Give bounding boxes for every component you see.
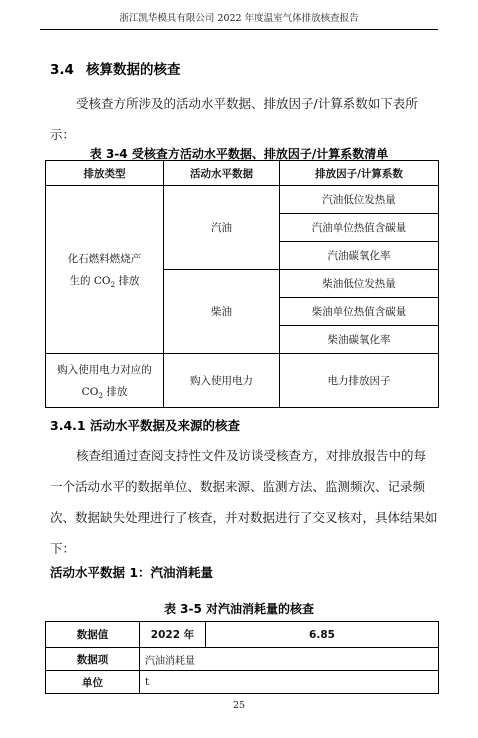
- table-row: [46, 186, 439, 214]
- gasoline-factor-cell: 汽油低位发热量: [280, 186, 439, 214]
- diesel-factor-cell: 柴油低位发热量: [280, 270, 439, 298]
- year-cell: 2022 年: [140, 622, 206, 648]
- table-row: [46, 622, 439, 648]
- intro-text: 受核查方所涉及的活动水平数据、排放因子/计算系数如下表所示：: [50, 96, 418, 142]
- electricity-factor-cell: 电力排放因子: [280, 354, 439, 408]
- value-cell: 6.85: [206, 622, 439, 648]
- diesel-factor-cell: 柴油单位热值含碳量: [280, 298, 439, 326]
- header-emission-type: 排放类型: [46, 161, 164, 186]
- table-row: [46, 354, 439, 408]
- section-number: 3.4: [50, 62, 74, 78]
- data-item-value: 汽油消耗量: [140, 648, 439, 671]
- electricity-activity-cell: 购入使用电力: [164, 354, 280, 408]
- section-title: 核算数据的核查: [86, 62, 181, 78]
- gasoline-activity-cell: 汽油: [164, 186, 280, 270]
- emission-data-table: [45, 160, 439, 408]
- gasoline-factor-cell: 汽油碳氧化率: [280, 242, 439, 270]
- fossil-fuel-type-cell: 化石燃料燃烧产 生的 $CO_2$ 排放: [46, 186, 164, 354]
- gasoline-factor-cell: 汽油单位热值含碳量: [280, 214, 439, 242]
- diesel-activity-cell: 柴油: [164, 270, 280, 354]
- table-row: [46, 648, 439, 671]
- data-value-label: 数据值: [46, 622, 140, 648]
- table1-caption: 表 3-4 受核查方活动水平数据、排放因子/计算系数清单: [89, 147, 389, 161]
- unit-value: t: [140, 671, 439, 694]
- table-row: [46, 671, 439, 694]
- subsection-title: 活动水平数据及来源的核查: [90, 418, 241, 433]
- unit-label: 单位: [46, 671, 140, 694]
- gasoline-check-table: [45, 621, 439, 694]
- body-text: 核查组通过查阅支持性文件及访谈受核查方，对排放报告中的每一个活动水平的数据单位、数据来源、监测方法、监测频次、记录频次、数据缺失处理进行了核查，并对数据进行了交叉核对，具体结果如下：: [50, 448, 438, 556]
- page-header: 浙江凯华模具有限公司 2022 年度温室气体排放核查报告: [119, 13, 359, 24]
- diesel-factor-cell: 柴油碳氧化率: [280, 326, 439, 354]
- header-emission-factor: 排放因子/计算系数: [280, 161, 439, 186]
- table1-header-row: [46, 161, 439, 186]
- header-rule: [40, 29, 438, 30]
- activity-heading: 活动水平数据 1：汽油消耗量: [50, 565, 214, 580]
- electricity-type-cell: 购入使用电力对应的 $CO_2$ 排放: [46, 354, 164, 408]
- page-number: 25: [232, 700, 246, 711]
- header-activity-data: 活动水平数据: [164, 161, 280, 186]
- subsection-number: 3.4.1: [50, 418, 86, 433]
- fossil-type-line1: 化石燃料燃烧产: [67, 252, 142, 265]
- subsection-heading: [50, 416, 240, 434]
- data-item-label: 数据项: [46, 648, 140, 671]
- section-heading: [50, 58, 181, 78]
- body-paragraph: [50, 440, 438, 564]
- intro-paragraph: [50, 88, 438, 150]
- table2-caption: 表 3-5 对汽油消耗量的核查: [163, 602, 315, 616]
